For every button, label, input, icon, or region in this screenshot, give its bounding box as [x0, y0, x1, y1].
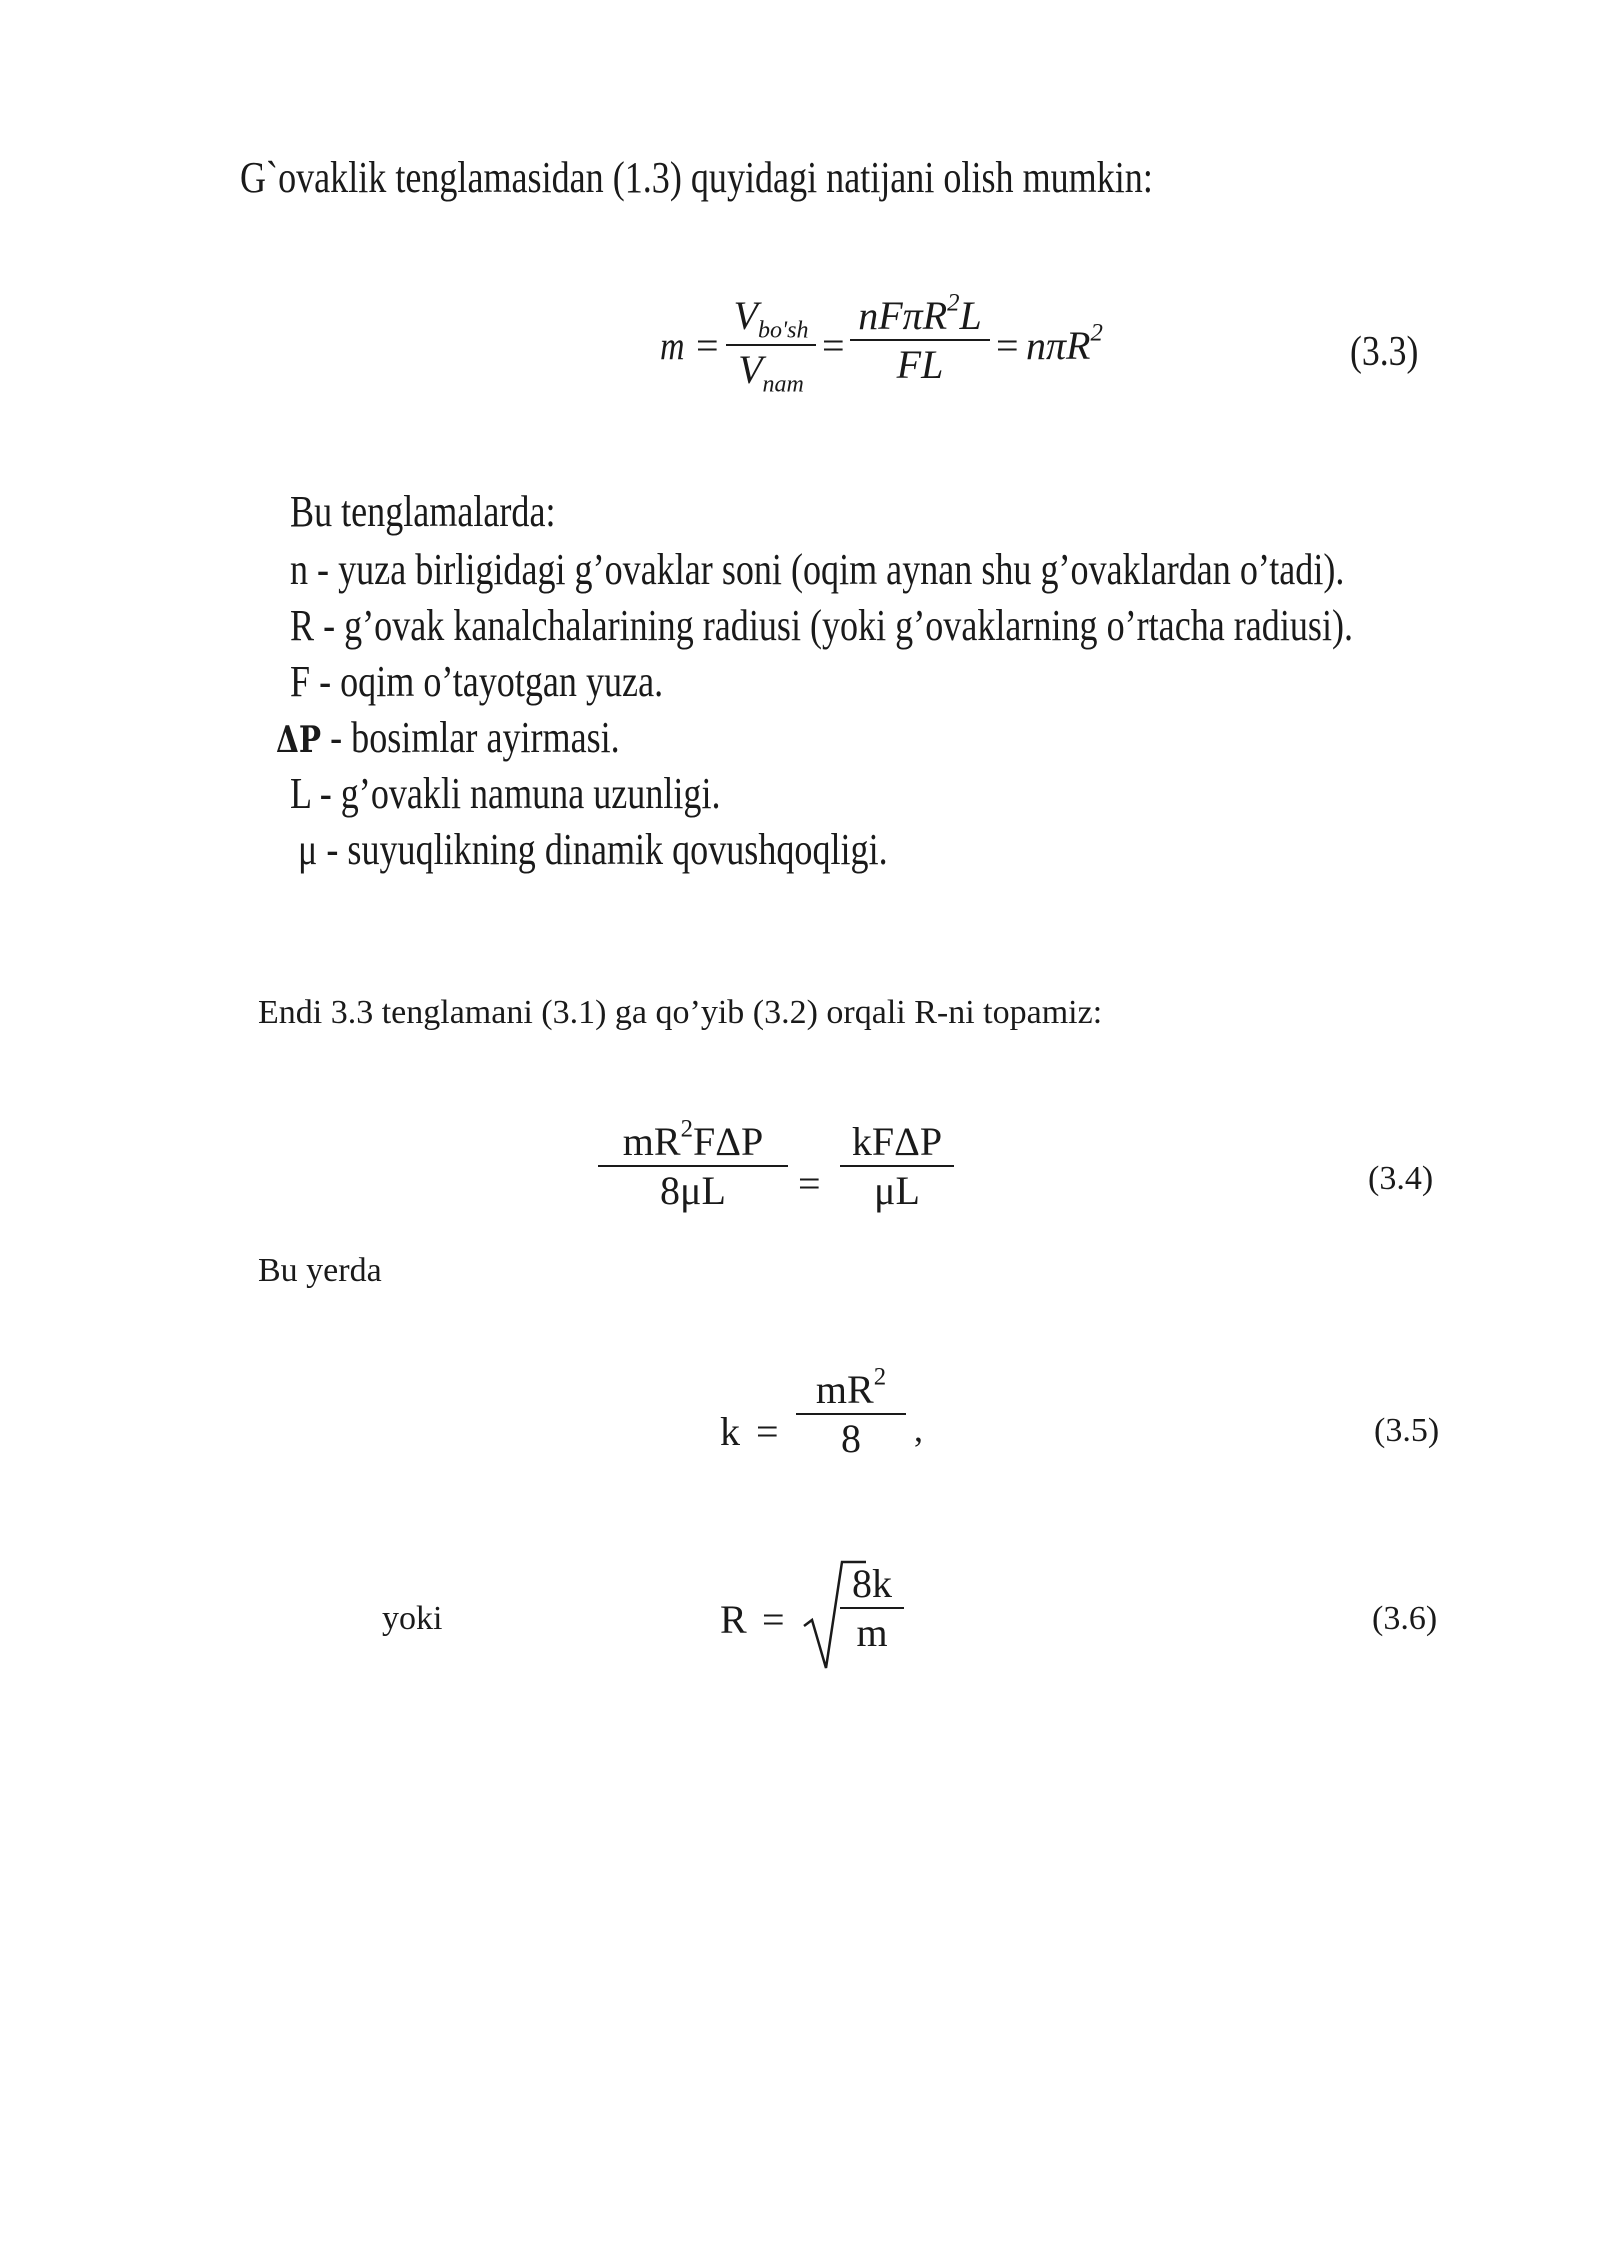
- eq33-f2-num-exp: 2: [947, 289, 960, 317]
- def-symbol: μ: [298, 825, 318, 874]
- def-text: - oqim o’tayotgan yuza.: [310, 657, 664, 706]
- eq34-fraction-1: [598, 1115, 788, 1214]
- eq34-f2-den: μL: [874, 1168, 920, 1213]
- def-text: - g’ovakli namuna uzunligi.: [310, 769, 721, 818]
- eq36-den: m: [856, 1610, 888, 1655]
- defs-title: Bu tenglamalarda:: [290, 487, 556, 536]
- eq33-equals-2: =: [822, 323, 845, 368]
- def-symbol: R: [290, 601, 315, 650]
- eq36-equals: =: [762, 1597, 785, 1642]
- eq34-f1-den: 8μL: [660, 1168, 726, 1213]
- def-f: [290, 656, 663, 707]
- eq33-rhs-exp: 2: [1090, 319, 1103, 347]
- eq36-fraction: [840, 1560, 904, 1656]
- def-mu: [298, 824, 888, 875]
- eq34-f2-num: kFΔP: [851, 1119, 943, 1164]
- def-delta-p: [276, 712, 620, 763]
- eq36-number: (3.6): [1372, 1600, 1438, 1637]
- eq35-lhs: k: [720, 1409, 740, 1454]
- eq33-fraction-1: [726, 292, 816, 399]
- def-text: - yuza birligidagi g’ovaklar soni (oqim aynan shu g’ovaklardan o’tadi).: [308, 545, 1345, 594]
- def-symbol: L: [290, 769, 311, 818]
- def-symbol: ΔP: [276, 719, 322, 761]
- bu-yerda-text: Bu yerda: [258, 1252, 382, 1289]
- eq33-f1-num-sub: bo'sh: [757, 317, 809, 344]
- eq33-lhs: m: [660, 323, 685, 368]
- eq34-number: (3.4): [1368, 1160, 1434, 1197]
- eq35-equals: =: [756, 1409, 779, 1454]
- eq33-f1-den-sub: nam: [762, 371, 804, 398]
- eq33-f1-num: V: [733, 293, 758, 338]
- eq35-comma: ,: [914, 1409, 923, 1449]
- def-text: - bosimlar ayirmasi.: [321, 713, 620, 762]
- def-text: - g’ovak kanalchalarining radiusi (yoki g’ovaklarning o’rtacha radiusi).: [314, 601, 1354, 650]
- def-symbol: F: [290, 657, 311, 706]
- eq33-fraction-2: [850, 289, 990, 388]
- intro-text: G`ovaklik tenglamasidan (1.3) quyidagi natijani olish mumkin:: [240, 153, 1153, 202]
- eq33-f2-den: FL: [896, 342, 944, 387]
- def-n: [290, 544, 1344, 595]
- paragraph-2: Endi 3.3 tenglamani (3.1) ga qo’yib (3.2) orqali R-ni topamiz:: [258, 994, 1103, 1031]
- eq33-f2-num: nFπR: [858, 293, 948, 338]
- eq33-rhs: nπR$^2$: [1026, 319, 1103, 368]
- eq34-f1-num-tail: FΔP: [692, 1119, 764, 1164]
- eq35-num: mR: [815, 1367, 874, 1412]
- eq33-number: (3.3): [1350, 329, 1419, 375]
- eq35-den: 8: [841, 1416, 861, 1461]
- def-symbol: n: [290, 545, 309, 594]
- eq34-fraction-2: [840, 1118, 954, 1214]
- eq33-f2-num-tail: L: [959, 293, 982, 338]
- yoki-text: yoki: [382, 1600, 443, 1637]
- eq36-lhs: R: [720, 1597, 747, 1642]
- def-r: [290, 600, 1353, 651]
- eq33-f1-den: V: [738, 347, 763, 393]
- eq35-num-exp: 2: [873, 1363, 887, 1391]
- def-text: - suyuqlikning dinamik qovushqoqligi.: [317, 825, 888, 874]
- eq35-fraction: [796, 1363, 906, 1462]
- eq34-equals: =: [798, 1161, 821, 1206]
- eq34-f1-num: mR: [622, 1119, 681, 1164]
- def-l: [290, 768, 721, 819]
- eq35-number: (3.5): [1374, 1412, 1440, 1449]
- eq33-equals-3: =: [996, 323, 1019, 368]
- eq33-equals-1: =: [696, 323, 719, 368]
- eq34-f1-num-exp: 2: [680, 1115, 693, 1143]
- eq36-num: 8k: [852, 1561, 892, 1606]
